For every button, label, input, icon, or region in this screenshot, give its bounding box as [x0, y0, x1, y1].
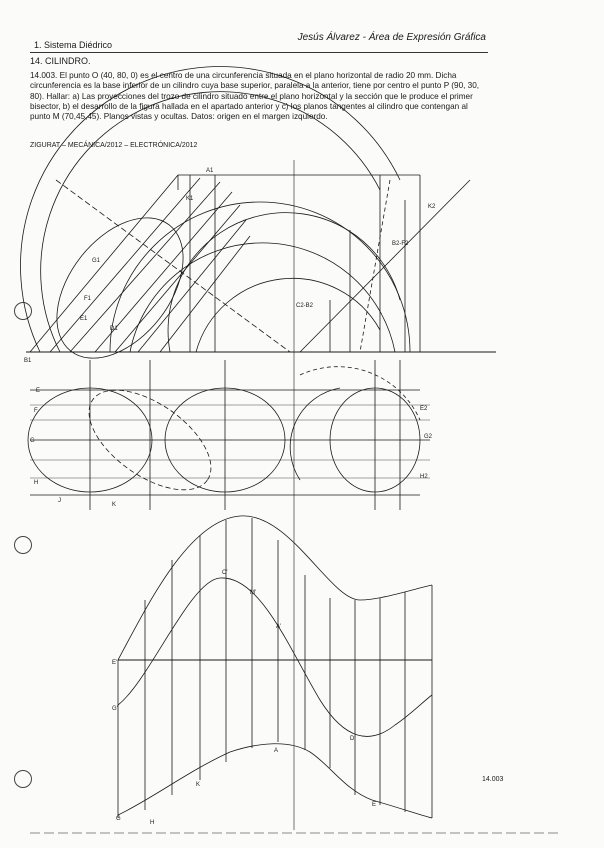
- header-left: 1. Sistema Diédrico: [34, 40, 113, 50]
- lower-projection: [28, 360, 430, 510]
- label-a-bottom: A: [274, 748, 279, 754]
- problem-number: 14.003.: [30, 71, 58, 80]
- credit-line: ZIGURAT – MECÁNICA/2012 – ELECTRÓNICA/2012: [30, 142, 198, 149]
- label-a1: A1: [206, 168, 214, 174]
- label-e1: E1: [80, 316, 88, 322]
- label-h-bottom: H: [150, 820, 155, 826]
- label-b2f2: B2-F2: [392, 241, 409, 247]
- label-k2: K2: [428, 204, 436, 210]
- label-d1: D1: [110, 326, 118, 332]
- label-h2: H2: [420, 474, 428, 480]
- label-e: E: [36, 388, 41, 394]
- label-f1: F1: [84, 296, 92, 302]
- label-g-bottom: G: [116, 816, 121, 822]
- label-e2: E2: [420, 406, 428, 412]
- label-d-prime: D': [350, 736, 356, 742]
- header-right: Jesús Álvarez - Área de Expresión Gráfica: [297, 32, 486, 43]
- development: [118, 516, 432, 818]
- upper-projection: [21, 67, 470, 382]
- label-h: H: [34, 480, 39, 486]
- page-number: 14.003: [482, 776, 504, 783]
- label-b1: B1: [24, 358, 32, 364]
- label-g: G: [30, 438, 35, 444]
- label-k-bottom: K: [196, 782, 201, 788]
- label-a-prime: A': [276, 624, 282, 630]
- label-g2: G2: [424, 434, 433, 440]
- label-f: F: [34, 408, 38, 414]
- label-e-bottom: E: [372, 802, 377, 808]
- label-g1: G1: [92, 258, 101, 264]
- label-j: J: [58, 498, 61, 504]
- label-c-prime: C': [222, 570, 228, 576]
- label-c2b2: C2-B2: [296, 303, 314, 309]
- section-title: 14. CILINDRO.: [30, 56, 91, 66]
- label-e-prime: E': [112, 660, 118, 666]
- problem-text: El punto O (40, 80, 0) es el centro de una circunferencia situada en el plano horizontal de radio 20 mm. Dicha circunferencia es la base inferior de un cilindro cuya base superior, paralela a la anterior, tiene por centro el punto P (90, 30, 80). Hallar: a) Las proyecciones del trozo de cilindro situado entre el plano horizontal y la sección que le produce el primer bisector, b) el desarrollo de la figura hallada en el apartado anterior y c) los planos tangentes al cilindro que contengan al punto M (70,45,45). Planos vistas y ocultas. Datos: origen en el margen izquierdo.: [30, 71, 480, 122]
- label-k1: K1: [186, 196, 194, 202]
- label-m-prime: M': [250, 590, 257, 596]
- label-k: K: [112, 502, 117, 508]
- label-g-prime: G': [112, 706, 118, 712]
